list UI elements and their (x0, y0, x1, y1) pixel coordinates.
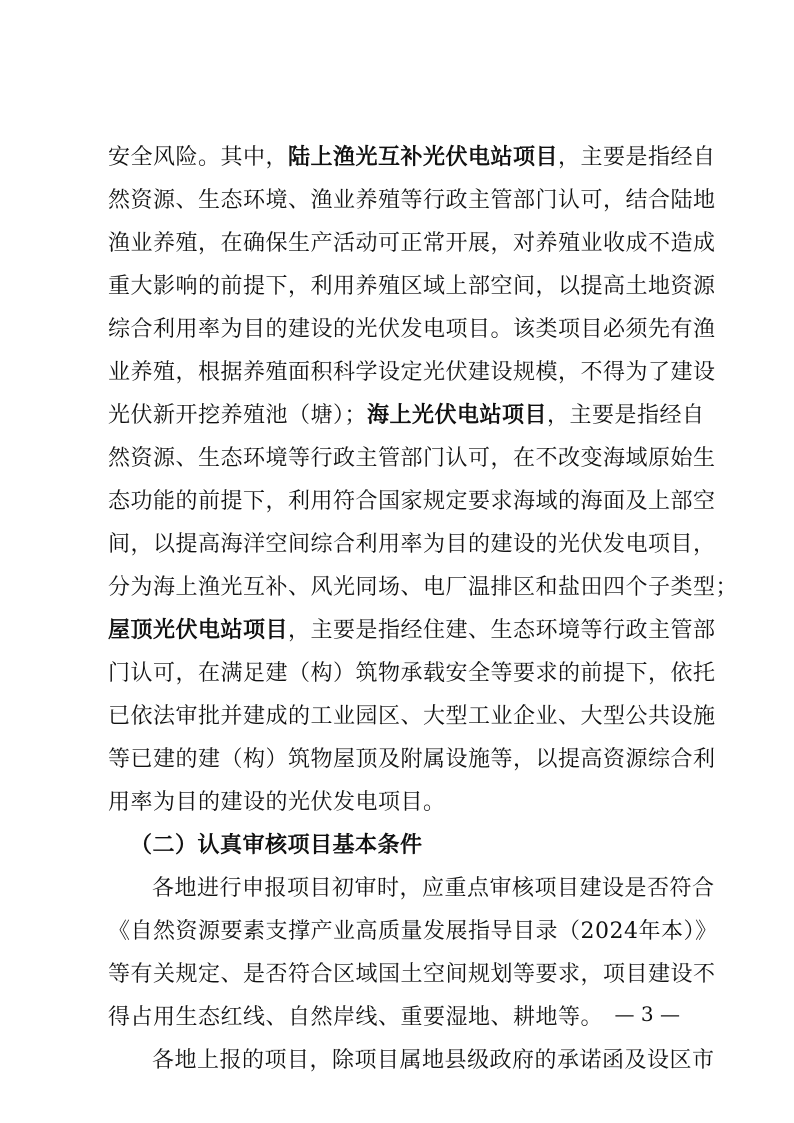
bold-term-land-fishery-pv: 陆上渔光互补光伏电站项目 (288, 145, 559, 170)
paragraph-line-19: 《自然资源要素支撑产业高质量发展指导目录（2024年本）》 (108, 919, 718, 944)
page-number: — 3 — (614, 1002, 680, 1026)
bold-term-offshore-pv: 海上光伏电站项目 (367, 403, 548, 428)
paragraph-line-1 (108, 138, 716, 178)
paragraph-line-22: 各地上报的项目，除项目属地县级政府的承诺函及设区市 (152, 1048, 715, 1073)
paragraph-line-12 (108, 611, 716, 651)
paragraph-line-8: 然资源、生态环境等行政主管部门认可，在不改变海域原始生 (108, 446, 716, 471)
paragraph-line-5: 综合利用率为目的建设的光伏发电项目。该类项目必须先有渔 (108, 317, 716, 342)
bold-term-rooftop-pv: 屋顶光伏电站项目 (108, 618, 289, 643)
line-1-text-a: 安全风险。其中， (108, 145, 289, 170)
paragraph-line-2: 然资源、生态环境、渔业养殖等行政主管部门认可，结合陆地 (108, 188, 716, 213)
paragraph-line-4: 重大影响的前提下，利用养殖区域上部空间，以提高土地资源 (108, 274, 716, 299)
paragraph-line-21: 得占用生态红线、自然岸线、重要湿地、耕地等。 (108, 1005, 604, 1030)
section-heading: （二）认真审核项目基本条件 (130, 833, 423, 858)
paragraph-line-20: 等有关规定、是否符合区域国土空间规划等要求，项目建设不 (108, 962, 716, 987)
line-12-text-a: ，主要是指经住建、生态环境等行政主管部 (288, 618, 716, 643)
paragraph-line-13: 门认可，在满足建（构）筑物承载安全等要求的前提下，依托 (108, 661, 716, 686)
paragraph-line-9: 态功能的前提下，利用符合国家规定要求海域的海面及上部空 (108, 489, 716, 514)
line-7-text-b: ，主要是指经自 (547, 403, 705, 428)
paragraph-line-11: 分为海上渔光互补、风光同场、电厂温排区和盐田四个子类型； (108, 575, 739, 600)
paragraph-line-7 (108, 396, 705, 436)
line-7-text-a: 光伏新开挖养殖池（塘）； (108, 403, 368, 428)
paragraph-line-3: 渔业养殖，在确保生产活动可正常开展，对养殖业收成不造成 (108, 231, 716, 256)
paragraph-line-14: 已依法审批并建成的工业园区、大型工业企业、大型公共设施 (108, 704, 716, 729)
paragraph-line-16: 用率为目的建设的光伏发电项目。 (108, 790, 446, 815)
paragraph-line-15: 等已建的建（构）筑物屋顶及附属设施等，以提高资源综合利 (108, 747, 716, 772)
line-1-text-b: ，主要是指经自 (558, 145, 716, 170)
paragraph-line-10: 间，以提高海洋空间综合利用率为目的建设的光伏发电项目， (108, 532, 716, 557)
paragraph-line-6: 业养殖，根据养殖面积科学设定光伏建设规模，不得为了建设 (108, 360, 716, 385)
paragraph-line-18: 各地进行申报项目初审时，应重点审核项目建设是否符合 (152, 876, 715, 901)
